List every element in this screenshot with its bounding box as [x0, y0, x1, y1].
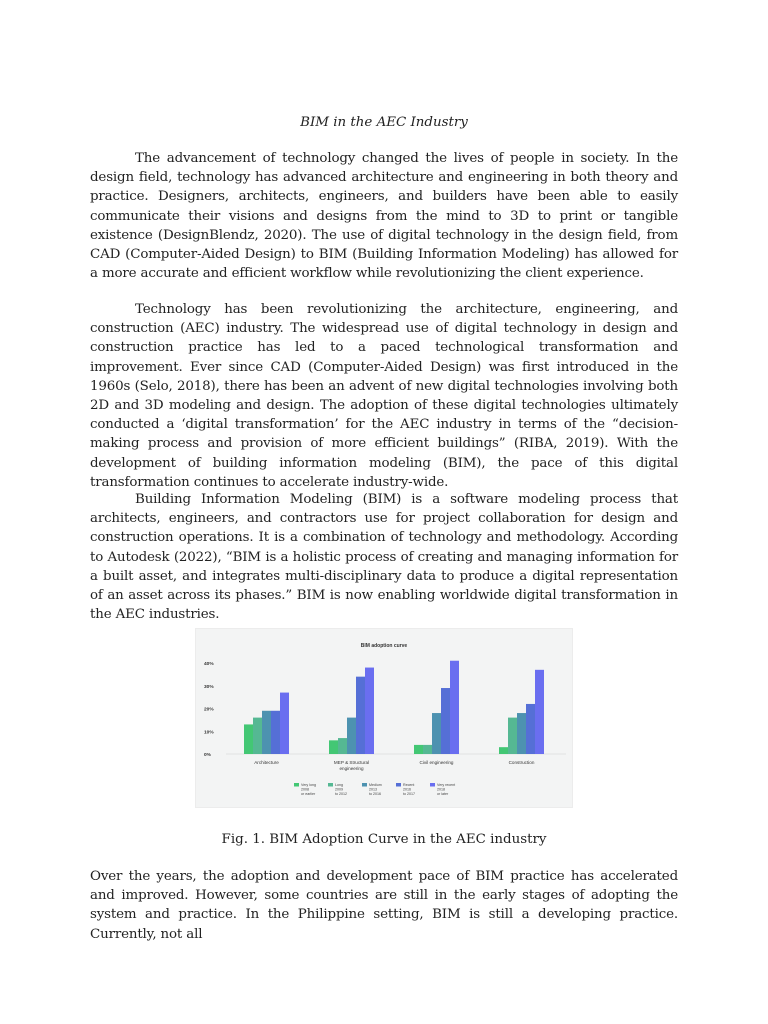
legend-swatch	[430, 783, 435, 787]
y-tick-label: 10%	[204, 730, 214, 736]
chart-title: BIM adoption curve	[360, 643, 408, 649]
legend-label: to 2016	[369, 792, 381, 796]
legend-label: to 2017	[403, 792, 415, 796]
bar	[499, 747, 508, 754]
legend-label: 2008	[301, 787, 309, 792]
legend-label: 2018	[437, 787, 445, 792]
figure-caption: Fig. 1. BIM Adoption Curve in the AEC industry	[221, 832, 547, 847]
legend-label: 2013	[369, 787, 377, 792]
bar	[508, 718, 517, 754]
legend-label: Recent	[403, 783, 415, 787]
legend-label: Very long	[301, 783, 316, 787]
bar	[271, 711, 280, 754]
bar	[253, 718, 262, 754]
x-tick-label: MEP & Structural	[333, 760, 370, 765]
document-title: BIM in the AEC Industry	[300, 115, 468, 130]
bar	[432, 713, 441, 754]
bim-adoption-chart	[195, 628, 573, 808]
bar	[423, 745, 432, 754]
x-tick-label: Civil engineering	[419, 760, 454, 765]
paragraph-3: Building Information Modeling (BIM) is a software modeling process that architects, engineers, and contractors use for project collaboration for design and construction operations. It is a combination of technology and methodology. According to Autodesk (2022), “BIM is a holistic process of creating and managing information for a built asset, and integrates multi-disciplinary data to produce a digital representation of an asset across its phases.” BIM is now enabling worldwide digital transformation in the AEC industries.	[90, 492, 678, 623]
legend-label: Long	[335, 783, 343, 787]
legend-label: or later	[437, 792, 449, 796]
y-tick-label: 30%	[204, 684, 214, 690]
bar	[356, 677, 365, 754]
legend-swatch	[396, 783, 401, 787]
bar	[517, 713, 526, 754]
x-tick-label: engineering	[339, 766, 364, 771]
legend-label: 2016	[403, 787, 411, 792]
paragraph-4: Over the years, the adoption and development pace of BIM practice has accelerated and improved. However, some countries are still in the early stages of adopting the system and practice. In the Philippine setting, BIM is still a developing practice. Currently, not all	[90, 869, 678, 942]
bar	[338, 738, 347, 754]
x-tick-label: Architecture	[254, 760, 279, 765]
legend-swatch	[294, 783, 299, 787]
bar	[450, 661, 459, 754]
y-tick-label: 0%	[204, 753, 211, 758]
legend-swatch	[328, 783, 333, 787]
legend-label: 2009	[335, 787, 343, 792]
y-tick-label: 20%	[204, 707, 214, 713]
paragraph-2: Technology has been revolutionizing the architecture, engineering, and construction (AEC) industry. The widespread use of digital technology in design and construction practice has led to a paced technological transformation and improvement. Ever since CAD (Computer-Aided Design) was first introduced in the 1960s (Selo, 2018), there has been an advent of new digital technologies involving both 2D and 3D modeling and design. The adoption of these digital technologies ultimately conducted a ‘digital transformation’ for the AEC industry in terms of the “decision-making process and provision of more efficient buildings” (RIBA, 2019). With the development of building information modeling (BIM), the pace of this digital transformation continues to accelerate industry-wide.	[90, 302, 678, 490]
bar	[535, 670, 544, 754]
legend-swatch	[362, 783, 367, 787]
legend-label: Medium	[369, 783, 382, 787]
x-tick-label: Construction	[508, 760, 535, 765]
chart-svg	[196, 629, 572, 807]
legend-label: to 2012	[335, 792, 347, 796]
legend-label: or earlier	[301, 792, 316, 796]
bar	[347, 718, 356, 754]
bar	[365, 668, 374, 754]
bar	[244, 724, 253, 754]
paragraph-1: The advancement of technology changed the lives of people in society. In the design field, technology has advanced architecture and engineering in both theory and practice. Designers, architects, engineers, and builders have been able to easily communicate their visions and designs from the mind to 3D to print or tangible existence (DesignBlendz, 2020). The use of digital technology in the design field, from CAD (Computer-Aided Design) to BIM (Building Information Modeling) has allowed for a more accurate and efficient workflow while revolutionizing the client experience.	[90, 151, 678, 282]
bar	[262, 711, 271, 754]
bar	[329, 740, 338, 754]
legend-label: Very recent	[437, 783, 456, 787]
bar	[441, 688, 450, 754]
bar	[280, 693, 289, 754]
y-tick-label: 40%	[204, 662, 214, 667]
bar	[414, 745, 423, 754]
bar	[526, 704, 535, 754]
